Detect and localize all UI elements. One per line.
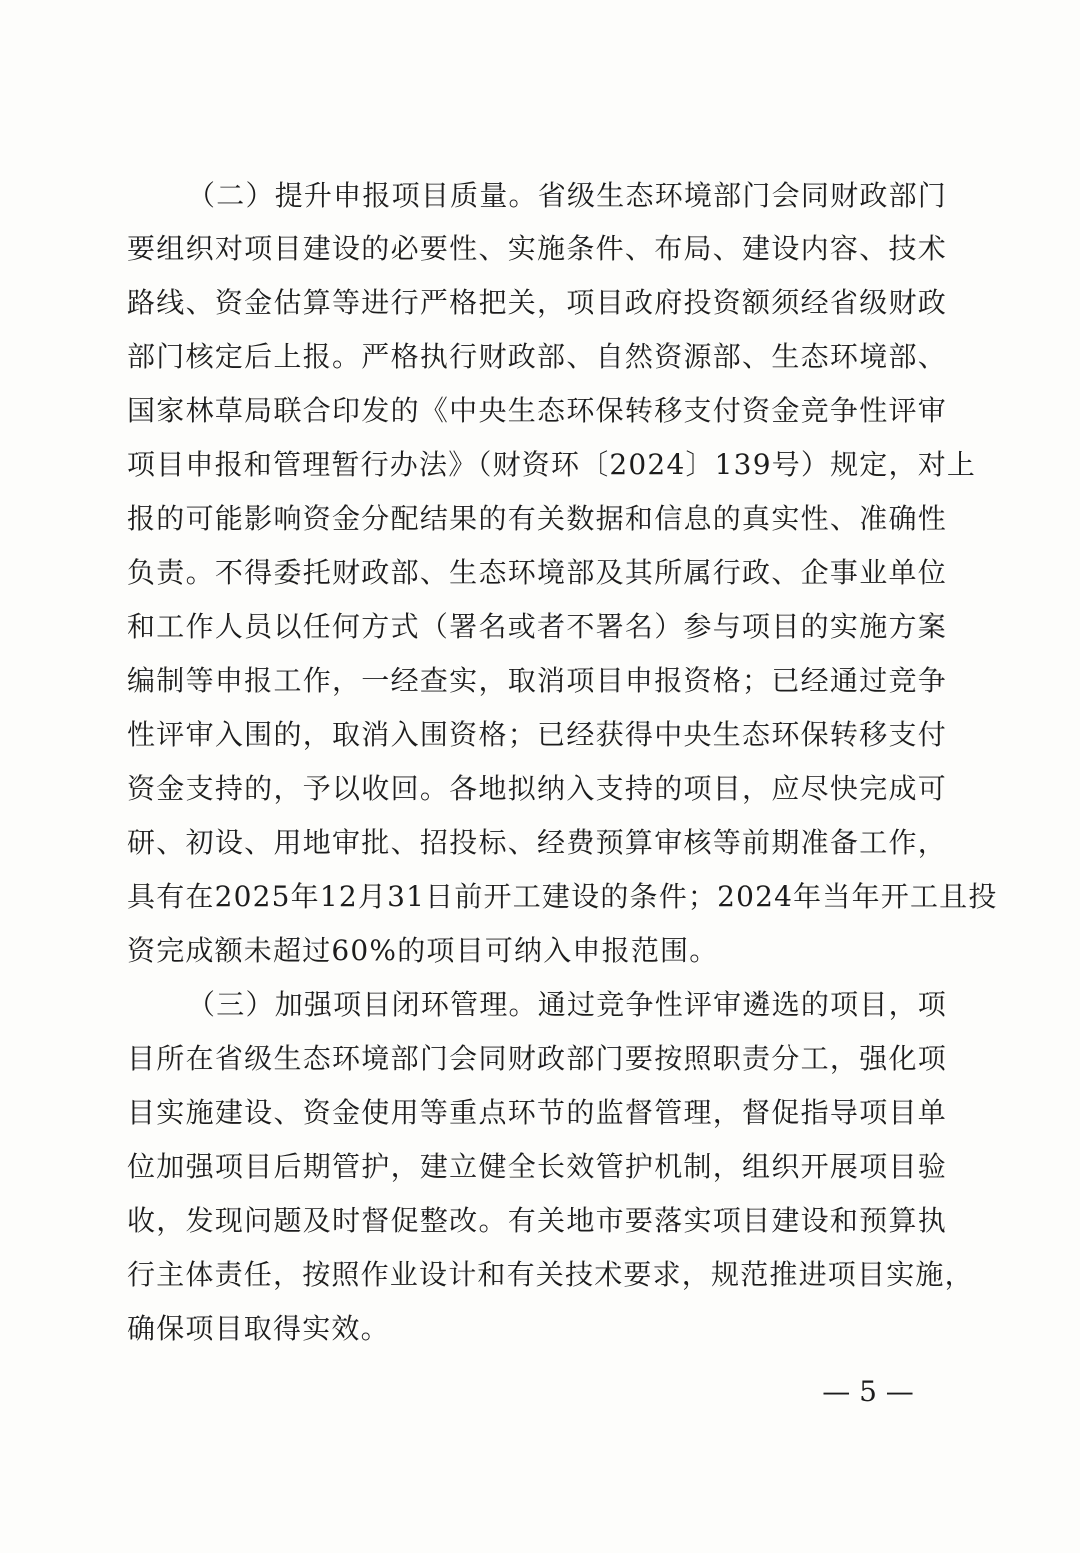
paragraph-1-line-1: （二）提升申报项目质量。省级生态环境部门会同财政部门 xyxy=(187,179,947,212)
paragraph-1-line-5: 国家林草局联合印发的《中央生态环保转移支付资金竞争性评审 xyxy=(127,394,947,427)
paragraph-1-line-10: 编制等申报工作，一经查实，取消项目申报资格；已经通过竞争 xyxy=(127,664,947,697)
paragraph-2-line-1: （三）加强项目闭环管理。通过竞争性评审遴选的项目，项 xyxy=(187,988,947,1021)
paragraph-2-line-6: 行主体责任，按照作业设计和有关技术要求，规范推进项目实施， xyxy=(127,1258,974,1291)
page-number: — 5 — xyxy=(822,1375,914,1408)
paragraph-1-line-6: 项目申报和管理暂行办法》（财资环〔2024〕139号）规定，对上 xyxy=(127,448,977,481)
paragraph-1-line-3: 路线、资金估算等进行严格把关，项目政府投资额须经省级财政 xyxy=(127,286,947,319)
paragraph-2-line-2: 目所在省级生态环境部门会同财政部门要按照职责分工，强化项 xyxy=(127,1042,947,1075)
paragraph-1-line-12: 资金支持的，予以收回。各地拟纳入支持的项目，应尽快完成可 xyxy=(127,772,947,805)
paragraph-1-line-11: 性评审入围的，取消入围资格；已经获得中央生态环保转移支付 xyxy=(127,718,947,751)
paragraph-1-line-4: 部门核定后上报。严格执行财政部、自然资源部、生态环境部、 xyxy=(127,340,947,373)
paragraph-2-line-3: 目实施建设、资金使用等重点环节的监督管理，督促指导项目单 xyxy=(127,1096,947,1129)
paragraph-1-line-9: 和工作人员以任何方式（署名或者不署名）参与项目的实施方案 xyxy=(127,610,947,643)
paragraph-1-line-2: 要组织对项目建设的必要性、实施条件、布局、建设内容、技术 xyxy=(127,232,947,265)
paragraph-1-line-8: 负责。不得委托财政部、生态环境部及其所属行政、企事业单位 xyxy=(127,556,947,589)
paragraph-2-line-4: 位加强项目后期管护，建立健全长效管护机制，组织开展项目验 xyxy=(127,1150,947,1183)
paragraph-1-line-13: 研、初设、用地审批、招投标、经费预算审核等前期准备工作， xyxy=(127,826,947,859)
paragraph-2-line-5: 收，发现问题及时督促整改。有关地市要落实项目建设和预算执 xyxy=(127,1204,947,1237)
paragraph-1-line-7: 报的可能影响资金分配结果的有关数据和信息的真实性、准确性 xyxy=(127,502,947,535)
paragraph-1-line-15: 资完成额未超过60%的项目可纳入申报范围。 xyxy=(127,934,719,967)
paragraph-2-line-7: 确保项目取得实效。 xyxy=(127,1312,390,1345)
paragraph-1-line-14: 具有在2025年12月31日前开工建设的条件；2024年当年开工且投 xyxy=(127,880,998,913)
